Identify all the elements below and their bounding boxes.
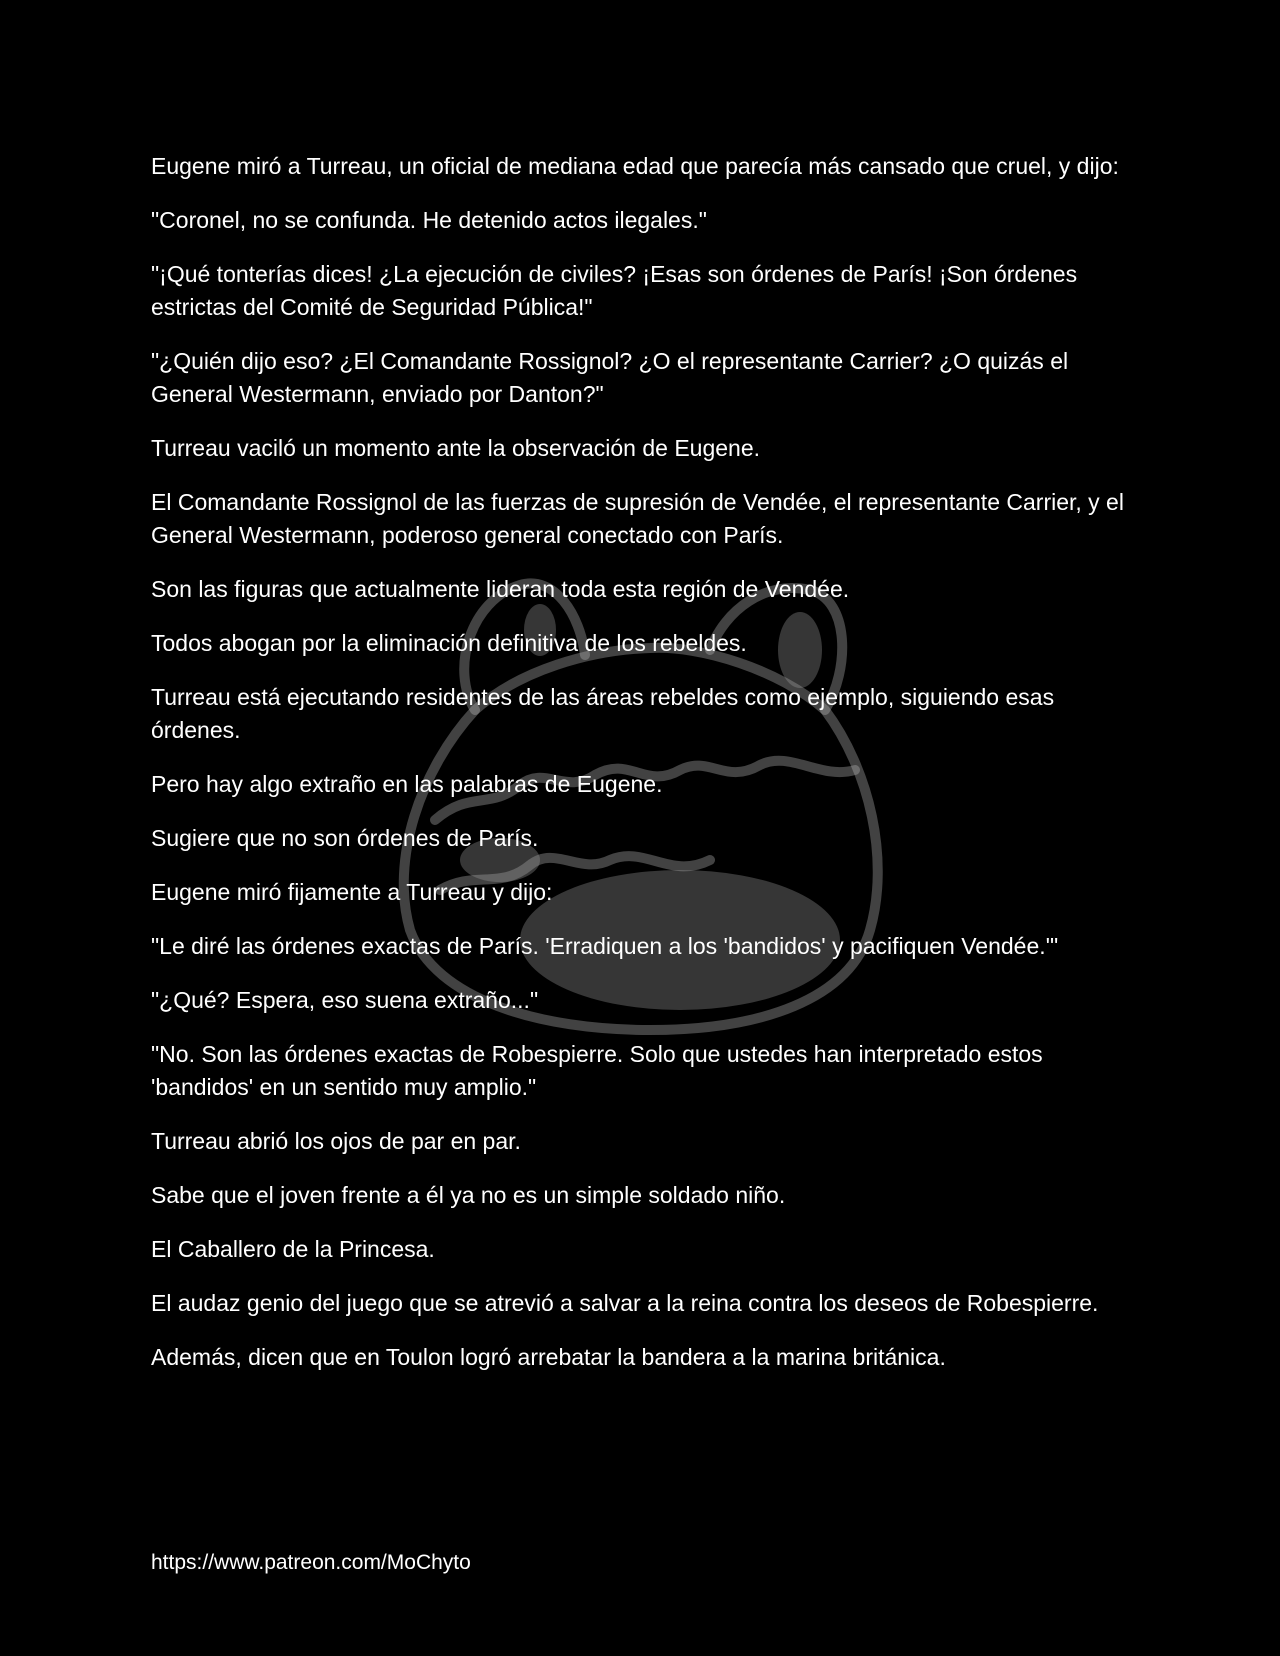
paragraph: "¡Qué tonterías dices! ¿La ejecución de civiles? ¡Esas son órdenes de París! ¡Son órdenes estrictas del Comité de Seguridad Pública!" bbox=[151, 261, 1078, 320]
document-body bbox=[151, 150, 1141, 1395]
paragraph: El Caballero de la Princesa. bbox=[151, 1236, 435, 1262]
paragraph: Sugiere que no son órdenes de París. bbox=[151, 825, 539, 851]
paragraph: El audaz genio del juego que se atrevió a salvar a la reina contra los deseos de Robespierre. bbox=[151, 1290, 1099, 1316]
paragraph: "No. Son las órdenes exactas de Robespierre. Solo que ustedes han interpretado estos 'bandidos' en un sentido muy amplio." bbox=[151, 1041, 1043, 1100]
paragraph: Son las figuras que actualmente lideran toda esta región de Vendée. bbox=[151, 576, 850, 602]
paragraph: Además, dicen que en Toulon logró arrebatar la bandera a la marina británica. bbox=[151, 1344, 946, 1370]
paragraph: Eugene miró fijamente a Turreau y dijo: bbox=[151, 879, 553, 905]
paragraph: "Coronel, no se confunda. He detenido actos ilegales." bbox=[151, 207, 707, 233]
paragraph: Sabe que el joven frente a él ya no es un simple soldado niño. bbox=[151, 1182, 786, 1208]
paragraph: Turreau abrió los ojos de par en par. bbox=[151, 1128, 521, 1154]
paragraph: Pero hay algo extraño en las palabras de Eugene. bbox=[151, 771, 663, 797]
paragraph: Turreau está ejecutando residentes de las áreas rebeldes como ejemplo, siguiendo esas órdenes. bbox=[151, 684, 1055, 743]
paragraph: "¿Quién dijo eso? ¿El Comandante Rossignol? ¿O el representante Carrier? ¿O quizás el General Westermann, enviado por Danton?" bbox=[151, 348, 1069, 407]
paragraph: Turreau vaciló un momento ante la observación de Eugene. bbox=[151, 435, 761, 461]
paragraph: Todos abogan por la eliminación definitiva de los rebeldes. bbox=[151, 630, 747, 656]
patreon-link[interactable]: https://www.patreon.com/MoChyto bbox=[151, 1551, 471, 1574]
paragraph: Eugene miró a Turreau, un oficial de mediana edad que parecía más cansado que cruel, y dijo: bbox=[151, 153, 1119, 179]
paragraph: "Le diré las órdenes exactas de París. 'Erradiquen a los 'bandidos' y pacifiquen Vendée.'" bbox=[151, 933, 1059, 959]
paragraph: El Comandante Rossignol de las fuerzas de supresión de Vendée, el representante Carrier, y el General Westermann, poderoso general conectado con París. bbox=[151, 489, 1124, 548]
paragraph: "¿Qué? Espera, eso suena extraño..." bbox=[151, 987, 539, 1013]
